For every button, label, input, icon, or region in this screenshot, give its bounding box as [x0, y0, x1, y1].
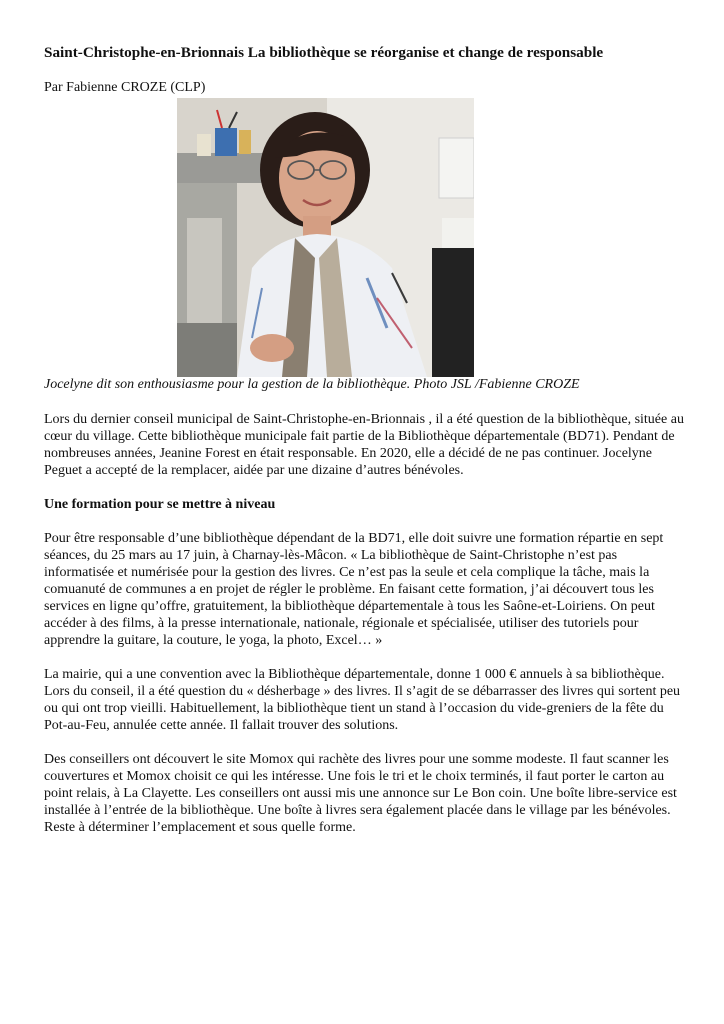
photo-caption: Jocelyne dit son enthousiasme pour la gestion de la bibliothèque. Photo JSL /Fabienne CROZE: [44, 377, 580, 392]
article: [44, 44, 684, 835]
article-title: Saint-Christophe-en-Brionnais La bibliothèque se réorganise et change de responsable: [44, 44, 604, 61]
section-heading: Une formation pour se mettre à niveau: [44, 497, 276, 512]
paragraph: Lors du dernier conseil municipal de Saint-Christophe-en-Brionnais , il a été question de la bibliothèque, située au cœur du village. Cette bibliothèque municipale fait partie de la Bibliothèque départementale (BD71). Pendant de nombreuses années, Jeanine Forest en était responsable. En 2020, elle a décidé de ne pas continuer. Jocelyne Peguet a accepté de la remplacer, aidée par une dizaine d’autres bénévoles.: [44, 412, 684, 478]
paragraph: La mairie, qui a une convention avec la Bibliothèque départementale, donne 1 000 € annuels à sa bibliothèque. Lors du conseil, il a été question du « désherbage » des livres. Il s’agit de se débarrasser des livres qui sortent peu ou qui ont trop vieilli. Habituellement, la bibliothèque tient un stand à l’occasion du vide-greniers de la fête du Pot-au-Feu, annulée cette année. Il fallait trouver des solutions.: [44, 667, 681, 733]
article-photo: [177, 98, 474, 377]
article-byline: Par Fabienne CROZE (CLP): [44, 80, 206, 95]
article-body: [44, 411, 684, 853]
paragraph: Des conseillers ont découvert le site Momox qui rachète des livres pour une somme modeste. Il faut scanner les couvertures et Momox choisit ce qui les intéresse. Une fois le tri et le choix terminés, il faut porter le carton au point relais, à La Clayette. Les conseillers ont aussi mis une annonce sur Le Bon coin. Une boîte libre-service est installée à l’entrée de la bibliothèque. Une boîte à livres sera également placée dans le village par les bénévoles. Reste à déterminer l’emplacement et sous quelle forme.: [44, 752, 677, 835]
paragraph: Pour être responsable d’une bibliothèque dépendant de la BD71, elle doit suivre une formation répartie en sept séances, du 25 mars au 17 juin, à Charnay-lès-Mâcon. « La bibliothèque de Saint-Christophe n’est pas informatisée et numérisée pour la gestion des livres. Ce n’est pas la seule et cela complique la tâche, mais la comuanuté de communes a en projet de régler le problème. En faisant cette formation, j’ai découvert tous les services en ligne qu’offre, gratuitement, la bibliothèque départementale à tous les Saône-et-Loiriens. On peut accéder à des films, à la presse internationale, nationale, régionale et spécialisée, utiliser des tutoriels pour apprendre la guitare, la couture, le yoga, la photo, Excel… »: [44, 531, 664, 648]
